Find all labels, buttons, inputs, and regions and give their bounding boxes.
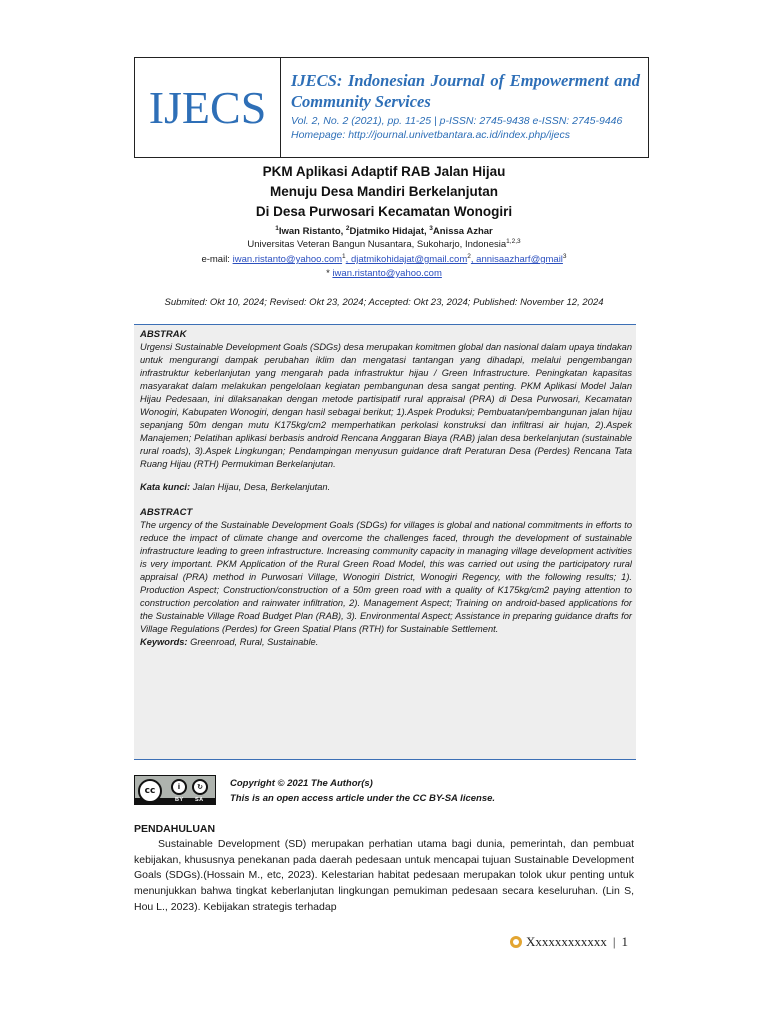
email-1-sup: 1 [342, 252, 346, 260]
email-link-1[interactable]: iwan.ristanto@yahoo.com [232, 254, 343, 265]
journal-info [281, 58, 648, 157]
abstrak-body: Urgensi Sustainable Development Goals (SDGs) desa merupakan komitmen global dan nasional dalam upaya tindakan untuk mengurangi dampak perubahan iklim dan mengatasi tantangan yang dihadapi, melalui pengembangan infrastruktur keberlanjutan yang mengarah pada infrastruktur hijau / Green Infrastructure. Peningkatan kapasitas masyarakat dalam melakukan pengelolaan kegiatan pembangunan desa sangat penting. PKM Aplikasi Model Jalan Hijau Pedesaan, ini dilaksanakan dengan metode partisipatif rural appraisal (PRA) di Desa Purwosari, Kecamatan Wonogiri, Kabupaten Wonogiri, dengan hasil sebagai berikut; 1).Aspek Produksi; Pembuatan/pembangunan jalan hijau sepanjang 50m dengan mutu K175kg/cm2 memperhatikan perkolasi konstruksi dan infiltrasi air hujan, 2).Aspek Manajemen; Pelatihan aplikasi berbasis android Rencana Anggaran Biaya (RAB) jalan desa berkelanjutan (sustainable rural roads), 3).Aspek Lingkungan; Pendampingan menyusun guidance draft Peraturan Desa (Perdes) Rencana Tata Ruang Hijau (RTH) Permukiman Berkelanjutan. [140, 342, 632, 469]
attribution-icon: i [171, 779, 187, 795]
footer-logo-icon [510, 936, 522, 948]
introduction-paragraph: Sustainable Development (SD) merupakan perhatian utama bagi dunia, pemerintah, dan pembuat kebijakan, khususnya penekanan pada daerah pedesaan untuk mencapai tujuan Sustainable Development Goals (SDGs).(Hossain M., etc, 2023). Kelestarian habitat pedesaan merupakan tolok ukur penting untuk menunjukkan bahwa tingkat keberlanjutan lingkungan pemukiman pedesaan secara keseluruhan. (Lin S, Hou L., 2023). Kebijakan strategis terhadap [134, 838, 634, 913]
cc-by-sa-badge[interactable] [134, 775, 216, 805]
abstract-body: The urgency of the Sustainable Development Goals (SDGs) for villages is global and national commitments in efforts to reduce the impact of climate change and overcome the challenges faced, through the development of sustainable infrastructure leading to green infrastructure. Increasing community capacity in managing village development activities is very important. PKM Application of the Rural Green Road Model, this was carried out using the participatory rural appraisal (PRA) method in Purwosari Village, Wonogiri District, Wonogiri Regency, with the following results; 1). Production Aspect; Construction/construction of a 50m green road with a quality of K175kg/cm2 paying attention to construction percolation and rainwater infiltration, 2). Management Aspect; Training on android-based applications for the Sustainable Village Road Budget Plan (RAB), 3). Environmental Aspect; Assistance in preparing guidance drafts for Village Regulations (Perdes) for Green Spatial Plans (RTH) for Sustainable Settlement. [140, 520, 632, 634]
abstract-box [134, 324, 636, 760]
affiliation-text: Universitas Veteran Bangun Nusantara, Sukoharjo, Indonesia [247, 239, 507, 250]
email-line [134, 252, 634, 267]
paper-title-line-1: PKM Aplikasi Adaptif RAB Jalan Hijau [262, 164, 506, 179]
email-link-3[interactable]: , annisaazharf@gmail [470, 254, 563, 265]
journal-volume-line: Vol. 2, No. 2 (2021), pp. 11-25 | p-ISSN: 2745-9438 e-ISSN: 2745-9446 [291, 115, 623, 127]
author-1-sup: 1 [275, 224, 279, 232]
open-access-line: This is an open access article under the CC BY-SA license. [230, 793, 496, 804]
journal-name: IJECS: Indonesian Journal of Empowerment and Community Services [291, 71, 640, 111]
kata-kunci [140, 481, 632, 494]
submission-dates: Submited: Okt 10, 2024; Revised: Okt 23, 2024; Accepted: Okt 23, 2024; Published: November 12, 2024 [164, 297, 604, 308]
corresponding-email-line [134, 267, 634, 281]
keywords-label: Keywords: [140, 637, 188, 647]
introduction-section [134, 822, 634, 916]
corresponding-email-link[interactable]: iwan.ristanto@yahoo.com [332, 268, 442, 279]
journal-logo [135, 58, 281, 157]
email-link-2[interactable]: , djatmikohidajat@gmail.com [345, 254, 468, 265]
affiliation [134, 238, 634, 252]
kata-kunci-text: Jalan Hijau, Desa, Berkelanjutan. [190, 482, 331, 492]
cc-sa-label: SA [195, 797, 204, 803]
journal-header [134, 57, 649, 158]
page-footer [510, 932, 628, 952]
email-prefix: e-mail: [201, 254, 233, 265]
author-1: Iwan Ristanto, [278, 226, 346, 237]
license-block [134, 775, 634, 807]
introduction-heading: PENDAHULUAN [134, 823, 216, 835]
footer-separator: | [612, 934, 616, 949]
abstrak-heading: ABSTRAK [140, 329, 187, 340]
corresponding-marker: * [326, 268, 333, 279]
page-number: 1 [621, 934, 628, 949]
abstract-heading: ABSTRACT [140, 507, 193, 518]
license-text [230, 776, 495, 806]
cc-by-label: BY [175, 797, 184, 803]
author-2-sup: 2 [345, 224, 350, 232]
running-title: Xxxxxxxxxxxx [526, 934, 607, 949]
paper-title-line-2: Menuju Desa Mandiri Berkelanjutan [269, 184, 499, 199]
keywords-text: Greenroad, Rural, Sustainable. [187, 637, 319, 647]
author-3-sup: 3 [429, 224, 433, 232]
author-3: Anissa Azhar [432, 226, 493, 237]
keywords [140, 636, 632, 649]
copyright-line: Copyright © 2021 The Author(s) [230, 778, 373, 789]
share-alike-icon: ↻ [192, 779, 208, 795]
journal-logo-text: IJECS [148, 82, 267, 133]
title-block [134, 162, 634, 281]
email-3-sup: 3 [562, 252, 567, 260]
paper-title-line-3: Di Desa Purwosari Kecamatan Wonogiri [255, 204, 513, 219]
affiliation-sup: 1,2,3 [506, 237, 521, 245]
author-2: Djatmiko Hidajat, [349, 226, 430, 237]
journal-homepage-line[interactable]: Homepage: http://journal.univetbantara.ac.id/index.php/ijecs [291, 129, 571, 141]
author-list [134, 225, 634, 238]
email-2-sup: 2 [467, 252, 471, 260]
cc-icon: cc [138, 779, 162, 803]
kata-kunci-label: Kata kunci: [140, 482, 191, 492]
